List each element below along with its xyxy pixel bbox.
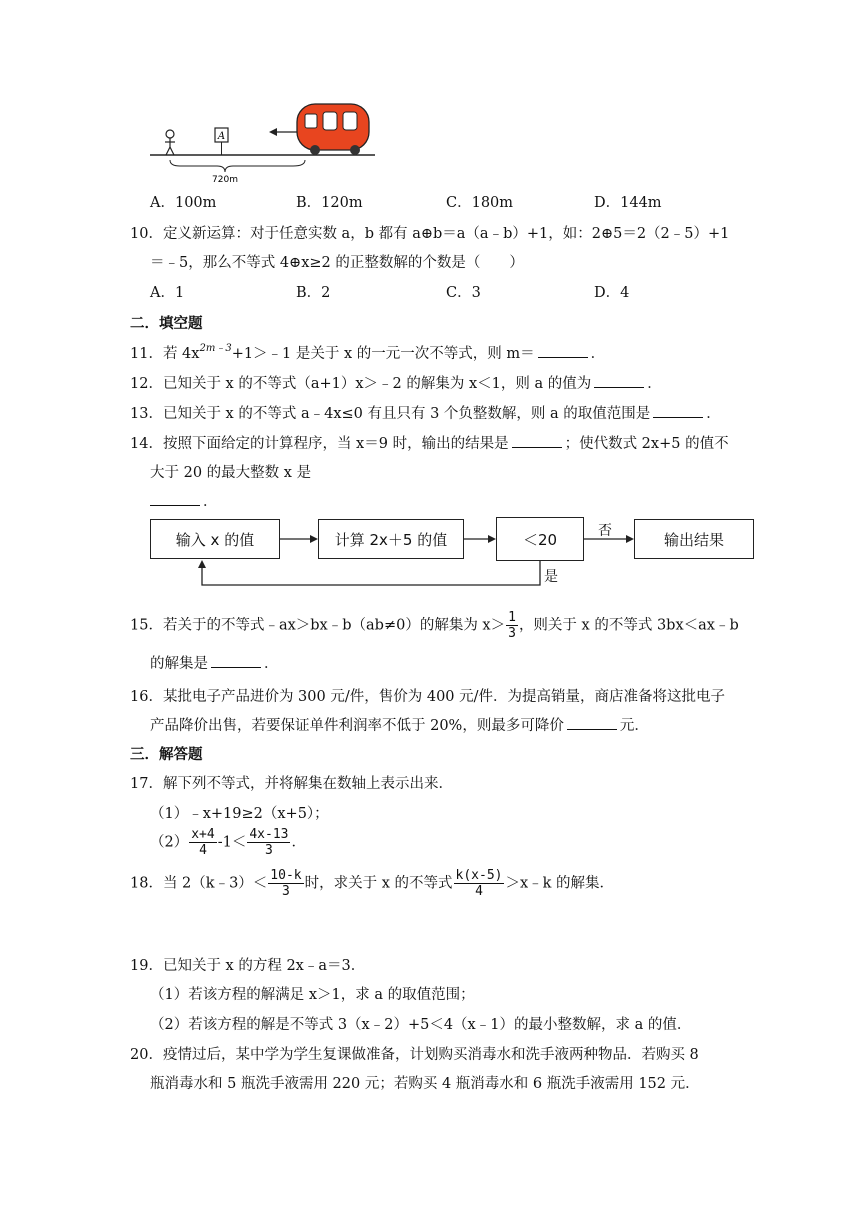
q10-option-a: A．1 bbox=[150, 285, 185, 301]
q17-part1: （1）﹣x+19≥2（x+5）； bbox=[150, 806, 329, 822]
q13: 13．已知关于 x 的不等式 a﹣4x≤0 有且只有 3 个负整数解，则 a 的取值范围是 ． bbox=[130, 402, 721, 423]
flow-yes-label: 是 bbox=[544, 569, 558, 585]
q16-blank bbox=[567, 715, 617, 730]
flow-compare-box: ＜20 bbox=[496, 517, 584, 561]
section-answer-heading: 三．解答题 bbox=[130, 747, 203, 763]
flow-arrows bbox=[140, 510, 640, 595]
q10-option-c: C．3 bbox=[446, 285, 481, 301]
q13-blank bbox=[653, 403, 703, 418]
q16-line2: 产品降价出售，若要保证单件利润率不低于 20%，则最多可降价 元． bbox=[150, 714, 649, 735]
q10-option-b: B．2 bbox=[296, 285, 331, 301]
q17-title: 17．解下列不等式，并将解集在数轴上表示出来． bbox=[130, 776, 453, 792]
section-fill-in-heading: 二．填空题 bbox=[130, 316, 203, 332]
q15-fraction: $\frac{1}{3}$ bbox=[508, 610, 516, 641]
q10-line1: 10．定义新运算：对于任意实数 a，b 都有 a⊕b＝a（a﹣b）+1，如：2⊕5＝2（2﹣5）+1 bbox=[130, 226, 730, 242]
q19-part1: （1）若该方程的解满足 x＞1，求 a 的取值范围； bbox=[150, 987, 475, 1003]
flow-no-label: 否 bbox=[598, 523, 612, 539]
q15-blank bbox=[211, 653, 261, 668]
q14-line2: 大于 20 的最大整数 x 是 bbox=[150, 465, 312, 481]
q14-blank-1 bbox=[512, 433, 562, 448]
distance-label: 720m bbox=[212, 175, 238, 185]
q11-blank bbox=[538, 343, 588, 358]
q17-part2: （2） $\frac{x+4}{4}$ -1＜ $\frac{4x-13}{3}$ ． bbox=[150, 827, 306, 858]
q9-option-a: A．100m bbox=[150, 195, 217, 211]
q14-line3: ． bbox=[150, 490, 218, 511]
q14-line1: 14．按照下面给定的计算程序，当 x＝9 时，输出的结果是 ；使代数式 2x+5 的值不 bbox=[130, 432, 729, 453]
q11: 11．若 $4x^{2m﹣3}+1>﹣1$ 是关于 x 的一元一次不等式，则 m＝ ． bbox=[130, 343, 606, 362]
q14-blank-2 bbox=[150, 491, 200, 506]
arrow-left-icon bbox=[269, 128, 297, 136]
q9-option-c: C．180m bbox=[446, 195, 514, 211]
q10-line2: ＝﹣5，那么不等式 4⊕x≥2 的正整数解的个数是（ ） bbox=[150, 255, 524, 271]
q9-option-b: B．120m bbox=[296, 195, 363, 211]
q15-line1: 15．若关于的不等式﹣ax＞bx﹣b（ab≠0）的解集为 x＞ $\frac{1}{3}$ ，则关于 x 的不等式 3bx＜ax﹣b bbox=[130, 610, 739, 641]
person-icon bbox=[165, 130, 175, 155]
q18: 18．当 2（k﹣3）＜ $\frac{10-k}{3}$ 时，求关于 x 的不等式 $\frac{k(x-5)}{4}$ ＞x﹣k 的解集． bbox=[130, 868, 615, 899]
q19-part2: （2）若该方程的解是不等式 3（x﹣2）+5＜4（x﹣1）的最小整数解，求 a 的值． bbox=[150, 1017, 692, 1033]
q12: 12．已知关于 x 的不等式（a+1）x＞﹣2 的解集为 x＜1，则 a 的值为 ． bbox=[130, 372, 662, 393]
q16-line1: 16．某批电子产品进价为 300 元/件，售价为 400 元/件．为提高销量，商店准备将这批电子 bbox=[130, 689, 726, 705]
marker-a bbox=[215, 128, 228, 155]
q20-line2: 瓶消毒水和 5 瓶洗手液需用 220 元；若购买 4 瓶消毒水和 6 瓶洗手液需用 152 元． bbox=[150, 1076, 700, 1092]
q9-option-d: D．144m bbox=[594, 195, 662, 211]
flow-compute-box: 计算 2x＋5 的值 bbox=[318, 519, 464, 559]
q12-blank bbox=[594, 373, 644, 388]
marker-a-label: A bbox=[217, 131, 226, 142]
q20-line1: 20．疫情过后，某中学为学生复课做准备，计划购买消毒水和洗手液两种物品．若购买 8 bbox=[130, 1047, 699, 1063]
flow-output-box: 输出结果 bbox=[634, 519, 754, 559]
q19-title: 19．已知关于 x 的方程 2x﹣a＝3． bbox=[130, 958, 366, 974]
q10-option-d: D．4 bbox=[594, 285, 630, 301]
q9-figure bbox=[145, 100, 380, 185]
flow-input-box: 输入 x 的值 bbox=[150, 519, 280, 559]
q15-line2: 的解集是 ． bbox=[150, 652, 279, 673]
bus-icon bbox=[297, 104, 369, 155]
